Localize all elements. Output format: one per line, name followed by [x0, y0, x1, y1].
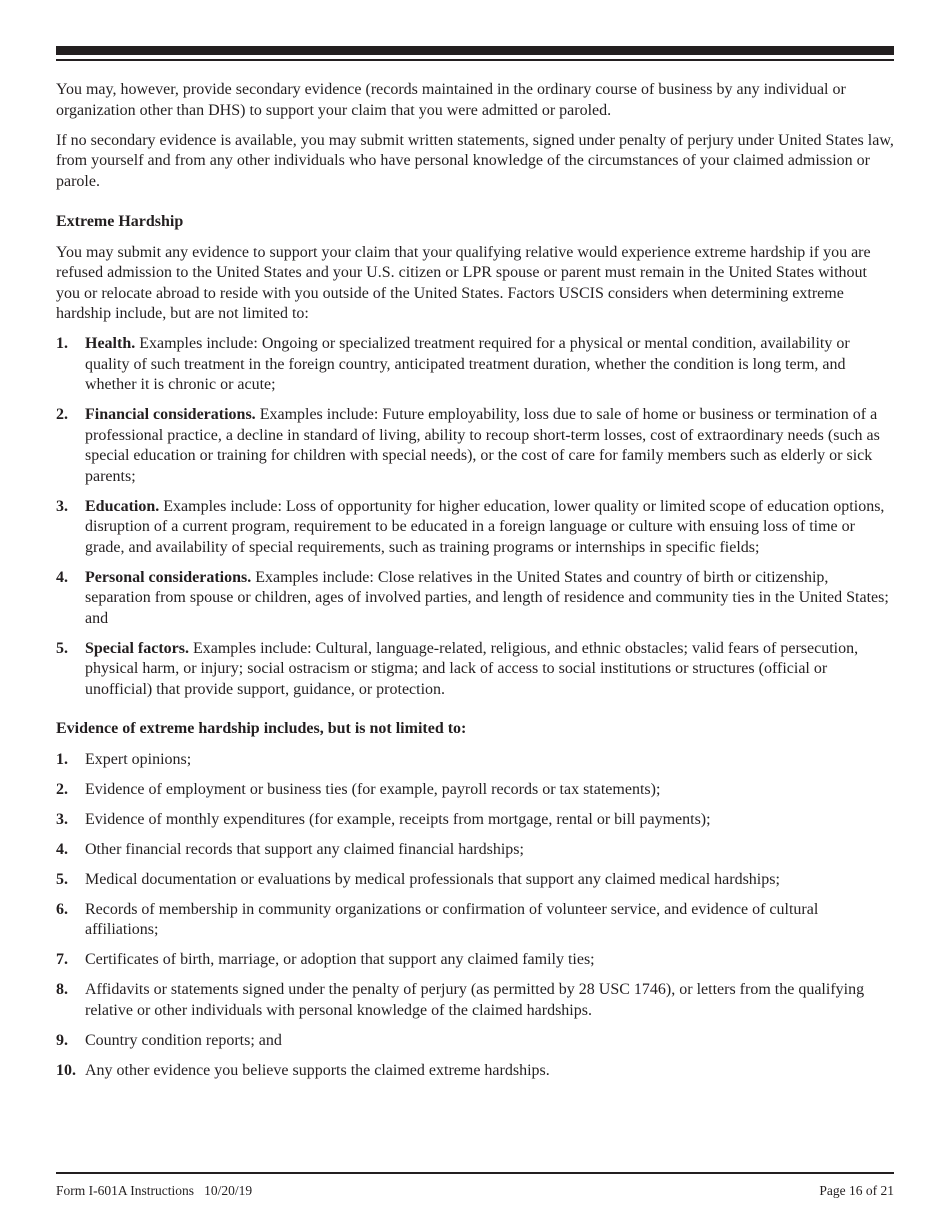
item-text: Evidence of employment or business ties (for example, payroll records or tax statements); — [85, 780, 661, 798]
item-lead: Personal considerations. — [85, 568, 252, 586]
item-text: Expert opinions; — [85, 750, 192, 768]
item-number: 2. — [56, 780, 68, 798]
hardship-factors-list — [56, 334, 894, 700]
item-number: 1. — [56, 335, 68, 352]
list-item — [56, 780, 894, 801]
item-text: Evidence of monthly expenditures (for example, receipts from mortgage, rental or bill payments); — [85, 810, 711, 828]
item-text: Examples include: Loss of opportunity for higher education, lower quality or limited scope of education options, disruption of a current program, requirement to be educated in a foreign language or culture with ensuing loss of time or grade, and availability of special requirements, such as training programs or internships in specific fields; — [85, 497, 885, 556]
list-item — [56, 334, 894, 396]
item-number: 2. — [56, 406, 68, 423]
item-number: 5. — [56, 870, 68, 888]
item-number: 8. — [56, 981, 68, 998]
item-lead: Special factors. — [85, 639, 189, 657]
item-number: 5. — [56, 639, 68, 657]
item-text: Records of membership in community organizations or confirmation of volunteer service, and evidence of cultural affiliations; — [85, 900, 819, 938]
list-item — [56, 1061, 894, 1082]
secondary-evidence-paragraph: You may, however, provide secondary evidence (records maintained in the ordinary course of business by any individual or organization other than DHS) to support your claim that you were admitted or paroled. — [56, 81, 846, 119]
item-text: Other financial records that support any claimed financial hardships; — [85, 840, 524, 858]
item-lead: Financial considerations. — [85, 406, 256, 423]
list-item — [56, 497, 894, 559]
item-lead: Health. — [85, 335, 136, 352]
item-number: 6. — [56, 900, 68, 918]
header-rule-thin — [56, 59, 894, 61]
evidence-list — [56, 750, 894, 1082]
list-item — [56, 405, 894, 487]
item-text: Any other evidence you believe supports the claimed extreme hardships. — [85, 1061, 550, 1079]
item-text: Medical documentation or evaluations by medical professionals that support any claimed medical hardships; — [85, 870, 780, 888]
item-text: Examples include: Ongoing or specialized treatment required for a physical or mental condition, availability or quality of such treatment in the foreign country, anticipated treatment duration, whether the condition is long term, and whether it is chronic or acute; — [85, 335, 850, 393]
written-statements-paragraph: If no secondary evidence is available, you may submit written statements, signed under penalty of perjury under United States law, from yourself and from any other individuals who have personal knowledge of the circumstances of your claimed admission or parole. — [56, 131, 894, 190]
item-text: Certificates of birth, marriage, or adoption that support any claimed family ties; — [85, 951, 595, 968]
list-item — [56, 810, 894, 831]
list-item — [56, 870, 894, 891]
extreme-hardship-paragraph: You may submit any evidence to support your claim that your qualifying relative would experience extreme hardship if you are refused admission to the United States and your U.S. citizen or LPR spouse or parent must remain in the United States without you or relocate abroad to reside with you outside of the United States. Factors USCIS considers when determining extreme hardship include, but are not limited to: — [56, 243, 871, 322]
item-text: Examples include: Cultural, language-related, religious, and ethnic obstacles; valid fears of persecution, physical harm, or injury; social ostracism or stigma; and lack of access to social institutions or structures (official or unofficial) that provide support, guidance, or protection. — [85, 639, 859, 698]
list-item — [56, 840, 894, 861]
evidence-heading: Evidence of extreme hardship includes, but is not limited to: — [56, 720, 467, 737]
item-text: Examples include: Future employability, loss due to sale of home or business or termination of a professional practice, a decline in standard of living, ability to recoup short-term losses, cost of extraordinary needs (such as special education or training for children with special needs), or the cost of care for family members such as elderly or sick parents; — [85, 406, 880, 485]
item-text: Country condition reports; and — [85, 1031, 282, 1049]
list-item — [56, 639, 894, 701]
page-number: Page 16 of 21 — [819, 1183, 894, 1198]
list-item — [56, 900, 894, 941]
header-rule-thick — [56, 46, 894, 55]
list-item — [56, 568, 894, 630]
footer-rule — [56, 1172, 894, 1174]
list-item — [56, 750, 894, 771]
item-number: 4. — [56, 568, 68, 586]
item-number: 3. — [56, 810, 68, 828]
item-number: 9. — [56, 1031, 68, 1049]
item-lead: Education. — [85, 497, 160, 515]
form-identifier: Form I-601A Instructions 10/20/19 — [56, 1183, 253, 1198]
item-text: Affidavits or statements signed under the penalty of perjury (as permitted by 28 USC 1746), or letters from the qualifying relative or other individuals with personal knowledge of the claimed hardships. — [85, 981, 865, 1019]
item-number: 10. — [56, 1061, 76, 1079]
item-number: 4. — [56, 840, 68, 858]
item-text: Examples include: Close relatives in the United States and country of birth or citizenship, separation from spouse or children, ages of involved parties, and length of residence and community ties in the United States; and — [85, 568, 889, 627]
list-item — [56, 950, 894, 971]
item-number: 7. — [56, 951, 68, 968]
item-number: 3. — [56, 497, 68, 515]
item-number: 1. — [56, 750, 68, 768]
list-item — [56, 980, 894, 1021]
list-item — [56, 1031, 894, 1052]
page-content — [56, 80, 894, 1091]
extreme-hardship-heading: Extreme Hardship — [56, 213, 184, 230]
